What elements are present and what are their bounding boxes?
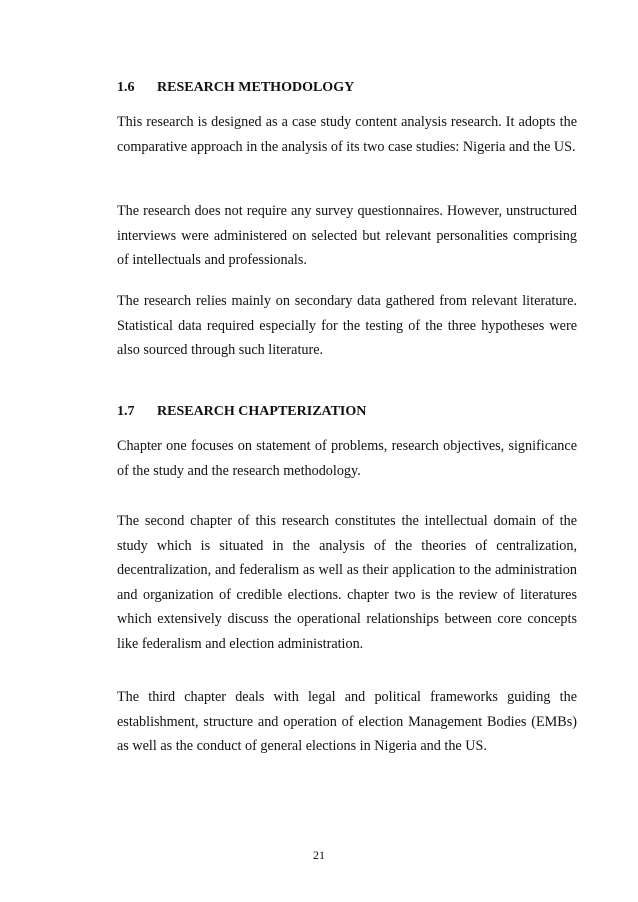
paragraph-chapter-two: The second chapter of this research constitutes the intellectual domain of the study which is situated in the analysis of the theories of centralization, decentralization, and federalism as well as their application to the administration and organization of credible elections. chapter two is the review of literatures which extensively discuss the operational relationships between core concepts like federalism and election administration. xyxy=(117,513,577,652)
section-number: 1.6 xyxy=(117,80,135,95)
paragraph-chapter-one: Chapter one focuses on statement of problems, research objectives, significance of the study and the research methodology. xyxy=(117,438,577,479)
paragraph-methodology-design: This research is designed as a case study content analysis research. It adopts the comparative approach in the analysis of its two case studies: Nigeria and the US. xyxy=(117,114,577,155)
section-title: RESEARCH METHODOLOGY xyxy=(157,80,355,95)
paragraph-chapter-three: The third chapter deals with legal and political frameworks guiding the establishment, structure and operation of election Management Bodies (EMBs) as well as the conduct of general elections in Nigeria and the US. xyxy=(117,689,577,755)
section-heading-1-6 xyxy=(117,80,354,96)
paragraph-methodology-interviews: The research does not require any survey questionnaires. However, unstructured interviews were administered on selected but relevant personalities comprising of intellectuals and professionals. xyxy=(117,203,577,269)
section-heading-1-7 xyxy=(117,404,366,420)
paragraph-methodology-data: The research relies mainly on secondary data gathered from relevant literature. Statistical data required especially for the testing of the three hypotheses were also sourced through such literature. xyxy=(117,293,577,359)
section-number: 1.7 xyxy=(117,404,135,419)
page-number: 21 xyxy=(313,848,325,862)
section-title: RESEARCH CHAPTERIZATION xyxy=(157,404,367,419)
